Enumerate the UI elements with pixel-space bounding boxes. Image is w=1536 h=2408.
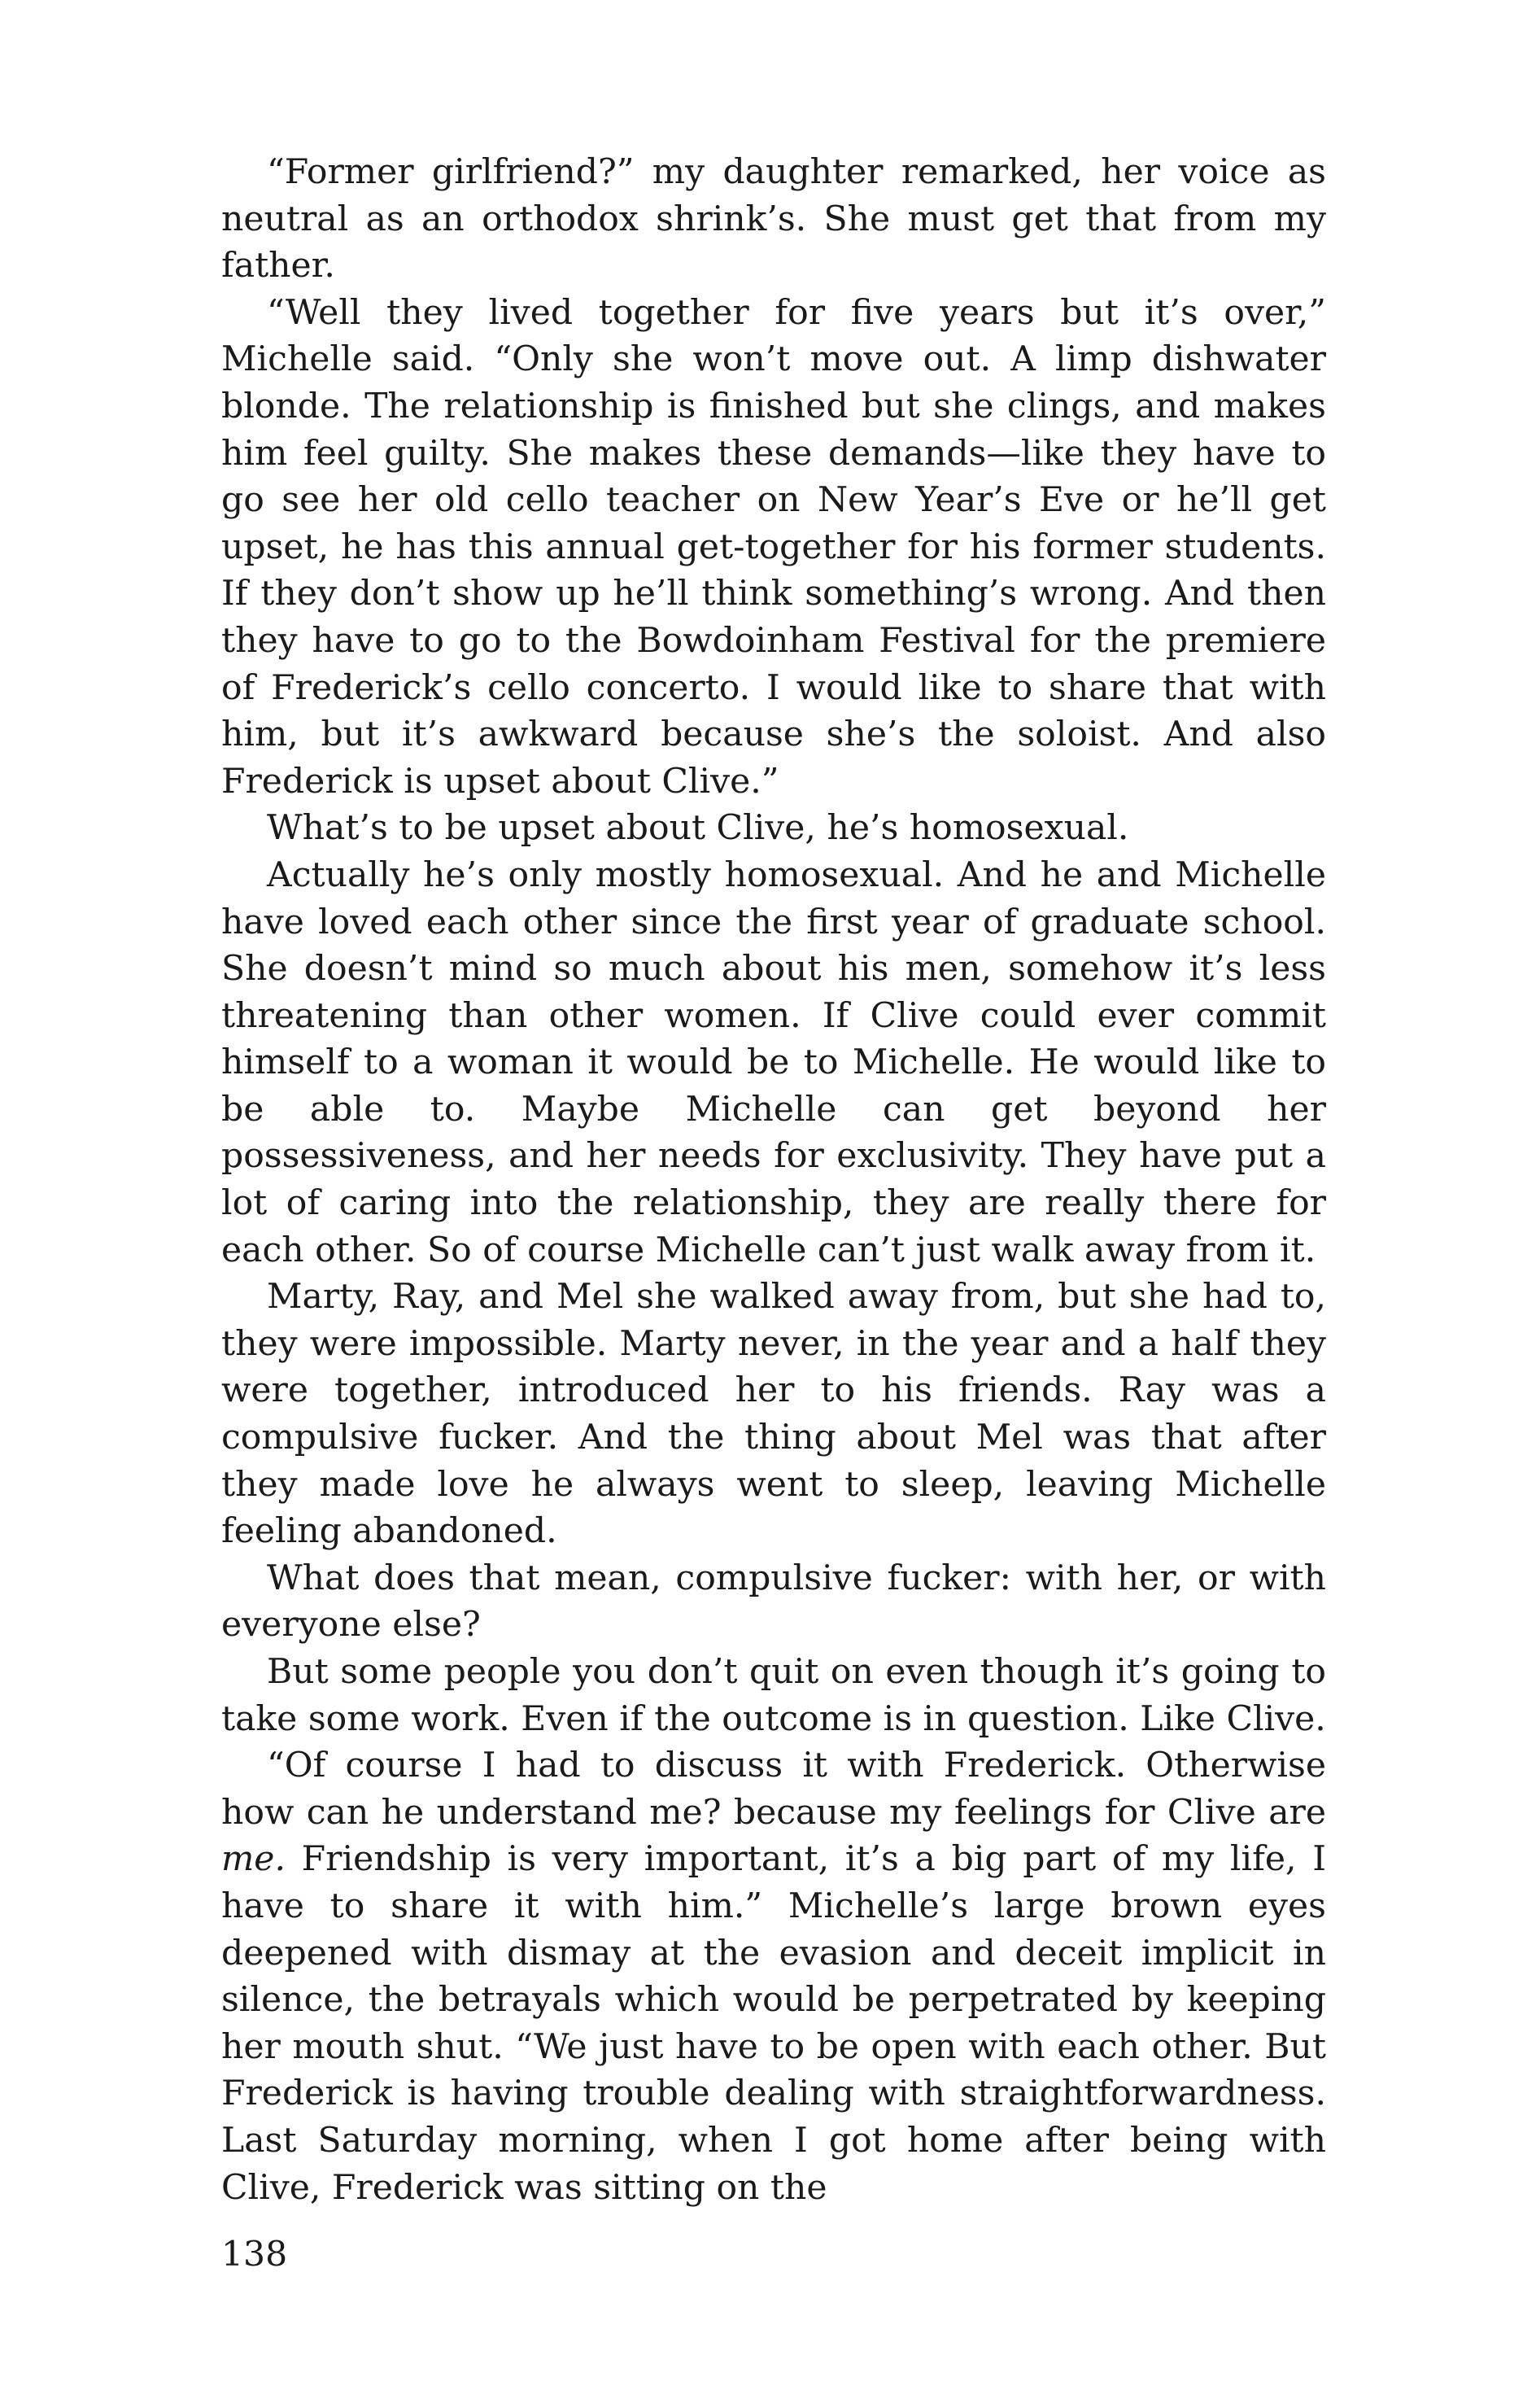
paragraph-8-emphasis: me. [221,1839,286,1880]
paragraph-4: Actually he’s only mostly homosexual. And he and Michelle have loved each other since the first year of graduate school. She doesn’t mind so much about his men, somehow it’s less threatening than other women. If Clive could ever commit himself to a woman it would be to Michelle. He would like to be able to. Maybe Michelle can get beyond her possessiveness, and her needs for exclusivity. They have put a lot of caring into the relationship, they are really there for each other. So of course Michelle can’t just walk away from it. [221,854,1326,1270]
paragraph-2: “Well they lived together for five years but it’s over,” Michelle said. “Only she won’t move out. A limp dishwater blonde. The relationship is finished but she clings, and makes him feel guilty. She makes these demands—like they have to go see her old cello teacher on New Year’s Eve or he’ll get upset, he has this annual get-together for his former students. If they don’t show up he’ll think something’s wrong. And then they have to go to the Bowdoinham Festival for the premiere of Frederick’s cello concerto. I would like to share that with him, but it’s awkward because she’s the soloist. And also Frederick is upset about Clive.” [221,292,1326,802]
paragraph-8-after: Friendship is very important, it’s a big part of my life, I have to share it with him.” Michelle’s large brown eyes deepened with dismay at the evasion and deceit implicit in silence, the betrayals which would be perpetrated by keeping her mouth shut. “We just have to be open with each other. But Frederick is having trouble dealing with straightforwardness. Last Saturday morning, when I got home after being with Clive, Frederick was sitting on the [221,1839,1326,2208]
paragraph-1: “Former girlfriend?” my daughter remarked, her voice as neutral as an orthodox shrink’s. She must get that from my father. [221,152,1326,286]
paragraph-5: Marty, Ray, and Mel she walked away from, but she had to, they were impossible. Marty never, in the year and a half they were together, introduced her to his friends. Ray was a compulsive fucker. And the thing about Mel was that after they made love he always went to sleep, leaving Michelle feeling abandoned. [221,1277,1326,1552]
paragraph-8 [221,1742,1326,2211]
page-number: 138 [221,2235,288,2275]
body-text [221,149,1326,2211]
paragraph-8-before: “Of course I had to discuss it with Frederick. Otherwise how can he understand me? because my feelings for Clive are [221,1746,1326,1833]
paragraph-3: What’s to be upset about Clive, he’s homosexual. [267,808,1129,849]
paragraph-6: What does that mean, compulsive fucker: with her, or with everyone else? [221,1558,1326,1645]
paragraph-7: But some people you don’t quit on even though it’s going to take some work. Even if the outcome is in question. Like Clive. [221,1652,1326,1739]
